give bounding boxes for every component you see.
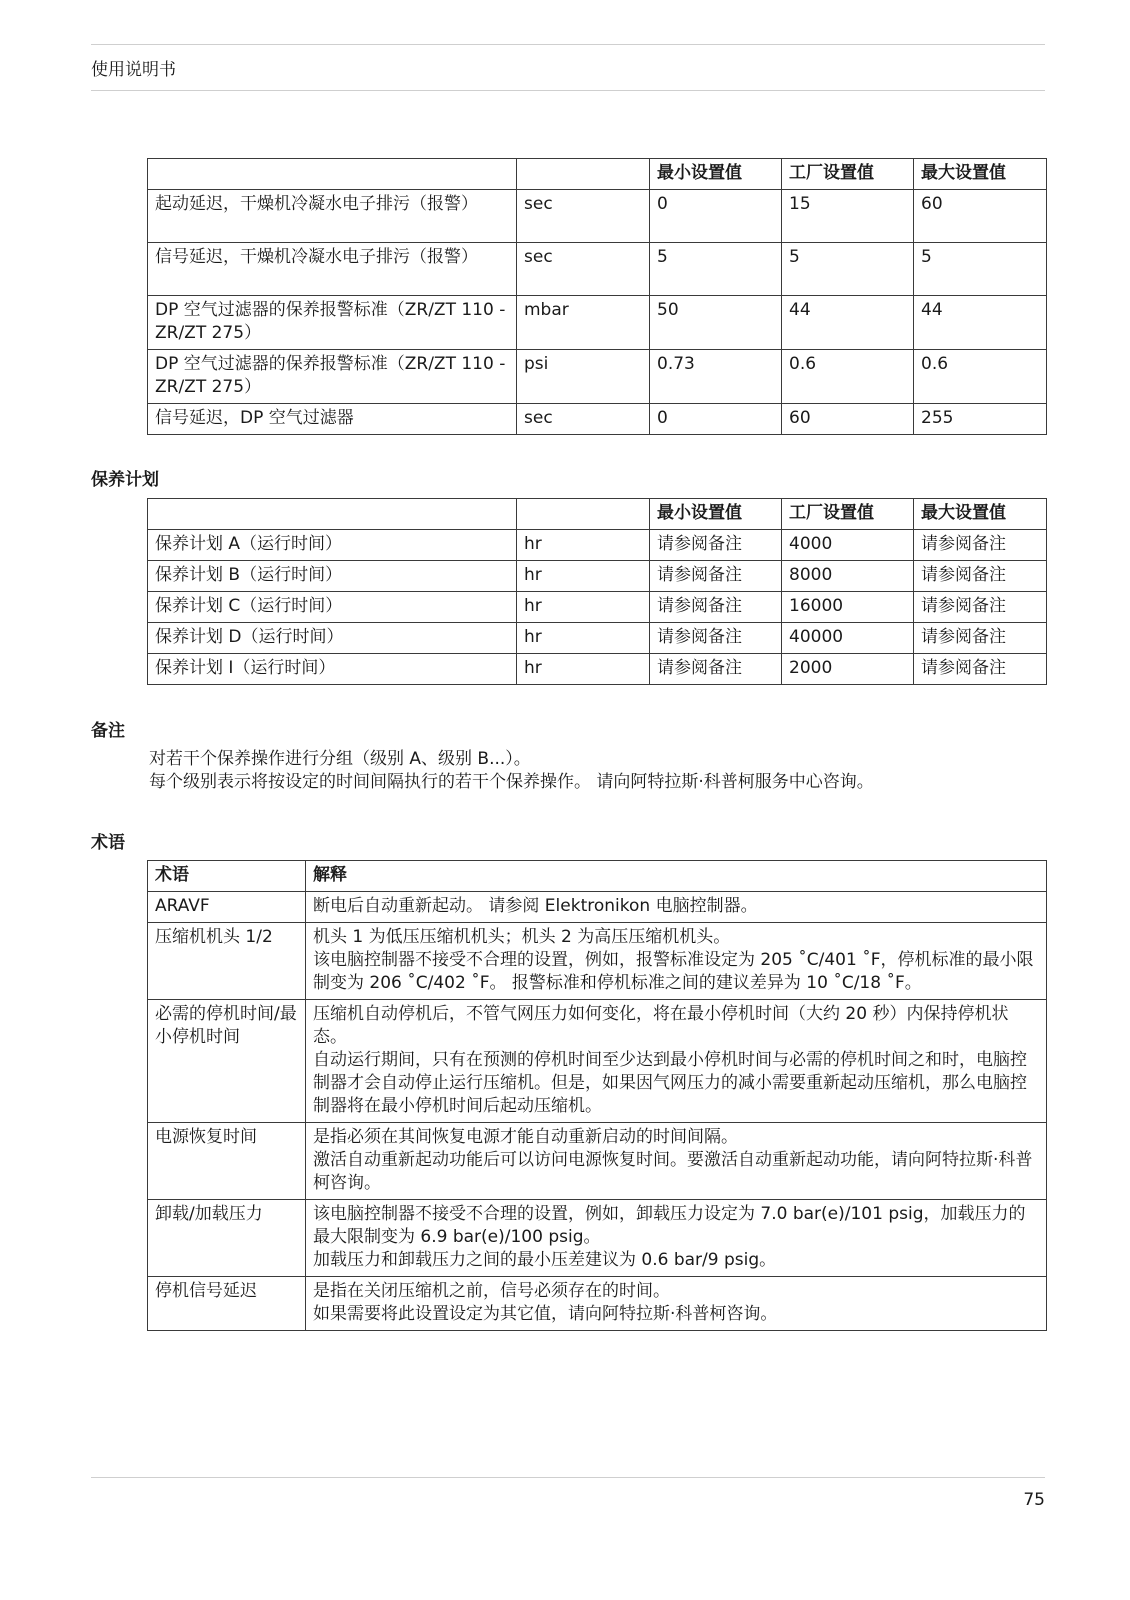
row-factory: 16000 (782, 592, 914, 623)
row-min: 0 (650, 404, 782, 435)
explanation-paragraph: 是指在关闭压缩机之前，信号必须存在的时间。 (313, 1281, 670, 1301)
row-factory: 0.6 (782, 350, 914, 404)
table-row (148, 892, 1047, 923)
section-title-terms: 术语 (91, 833, 125, 853)
explanation-cell (306, 892, 1047, 923)
explanation-paragraph: 是指必须在其间恢复电源才能自动重新启动的时间间隔。 (313, 1127, 738, 1147)
row-max: 请参阅备注 (914, 530, 1047, 561)
table-header-row (148, 159, 1047, 190)
table-row (148, 561, 1047, 592)
row-max: 请参阅备注 (914, 654, 1047, 685)
table-row (148, 654, 1047, 685)
footer-divider (91, 1477, 1045, 1478)
row-unit: hr (517, 623, 650, 654)
table-row (148, 623, 1047, 654)
explanation-paragraph: 该电脑控制器不接受不合理的设置，例如，报警标准设定为 205 ˚C/401 ˚F，停机标准的最小限制变为 206 ˚C/402 ˚F。 报警标准和停机标准之间的建议差异为 10 ˚C/18 ˚F。 (313, 950, 1034, 993)
explanation-cell (306, 923, 1047, 1000)
row-unit: psi (517, 350, 650, 404)
table-row (148, 1123, 1047, 1200)
explanation-paragraph: 加载压力和卸载压力之间的最小压差建议为 0.6 bar/9 psig。 (313, 1250, 777, 1270)
explanation-paragraph: 压缩机自动停机后，不管气网压力如何变化，将在最小停机时间（大约 20 秒）内保持停机状态。 (313, 1004, 1009, 1047)
row-min: 0 (650, 190, 782, 243)
explanation-paragraph: 如果需要将此设置设定为其它值，请向阿特拉斯·科普柯咨询。 (313, 1304, 778, 1324)
row-label: 保养计划 A（运行时间） (148, 530, 517, 561)
row-min: 5 (650, 243, 782, 296)
table-row (148, 243, 1047, 296)
row-label: DP 空气过滤器的保养报警标准（ZR/ZT 110 - ZR/ZT 275） (148, 296, 517, 350)
table-row (148, 592, 1047, 623)
header-cell-unit (517, 499, 650, 530)
notes-line: 对若干个保养操作进行分组（级别 A、级别 B...）。 (149, 749, 531, 769)
row-factory: 8000 (782, 561, 914, 592)
row-max: 255 (914, 404, 1047, 435)
document-header-title: 使用说明书 (91, 60, 176, 80)
table-header-row (148, 499, 1047, 530)
row-max: 请参阅备注 (914, 592, 1047, 623)
table-row (148, 1000, 1047, 1123)
row-min: 请参阅备注 (650, 561, 782, 592)
term-cell: 必需的停机时间/最小停机时间 (148, 1000, 306, 1123)
table-row (148, 923, 1047, 1000)
row-label: 保养计划 B（运行时间） (148, 561, 517, 592)
explanation-paragraph: 自动运行期间，只有在预测的停机时间至少达到最小停机时间与必需的停机时间之和时，电脑控制器才会自动停止运行压缩机。但是，如果因气网压力的减小需要重新起动压缩机，那么电脑控制器将在最小停机时间后起动压缩机。 (313, 1050, 1027, 1116)
table-row (148, 1277, 1047, 1331)
row-label: 保养计划 C（运行时间） (148, 592, 517, 623)
explanation-paragraph: 断电后自动重新起动。 请参阅 Elektronikon 电脑控制器。 (313, 896, 758, 916)
term-cell: 压缩机机头 1/2 (148, 923, 306, 1000)
table-row (148, 190, 1047, 243)
row-min: 请参阅备注 (650, 530, 782, 561)
row-unit: hr (517, 530, 650, 561)
row-unit: hr (517, 654, 650, 685)
row-factory: 44 (782, 296, 914, 350)
table-row (148, 350, 1047, 404)
notes-paragraph (149, 748, 874, 794)
header-cell-max: 最大设置值 (914, 159, 1047, 190)
section-title-notes: 备注 (91, 721, 125, 741)
header-cell-min: 最小设置值 (650, 499, 782, 530)
row-unit: hr (517, 592, 650, 623)
table-row (148, 404, 1047, 435)
row-unit: hr (517, 561, 650, 592)
row-label: 保养计划 D（运行时间） (148, 623, 517, 654)
page-number: 75 (1023, 1490, 1045, 1510)
header-rule (91, 44, 1045, 45)
table-header-row (148, 861, 1047, 892)
row-max: 0.6 (914, 350, 1047, 404)
row-max: 请参阅备注 (914, 623, 1047, 654)
explanation-cell (306, 1200, 1047, 1277)
row-max: 60 (914, 190, 1047, 243)
header-cell-factory: 工厂设置值 (782, 499, 914, 530)
term-cell: 电源恢复时间 (148, 1123, 306, 1200)
header-cell-term: 术语 (148, 861, 306, 892)
row-label: 保养计划 I（运行时间） (148, 654, 517, 685)
row-min: 请参阅备注 (650, 592, 782, 623)
explanation-paragraph: 该电脑控制器不接受不合理的设置，例如，卸载压力设定为 7.0 bar(e)/101 psig，加载压力的最大限制变为 6.9 bar(e)/100 psig。 (313, 1204, 1026, 1247)
header-cell-unit (517, 159, 650, 190)
header-cell-explanation: 解释 (306, 861, 1047, 892)
explanation-cell (306, 1277, 1047, 1331)
row-factory: 40000 (782, 623, 914, 654)
row-max: 请参阅备注 (914, 561, 1047, 592)
term-cell: 卸载/加载压力 (148, 1200, 306, 1277)
row-label: 起动延迟，干燥机冷凝水电子排污（报警） (148, 190, 517, 243)
explanation-paragraph: 激活自动重新起动功能后可以访问电源恢复时间。要激活自动重新起动功能，请向阿特拉斯·科普柯咨询。 (313, 1150, 1033, 1193)
row-max: 5 (914, 243, 1047, 296)
section-title-maintenance: 保养计划 (91, 470, 159, 490)
parameter-settings-table (147, 158, 1047, 435)
table-row (148, 296, 1047, 350)
row-label: 信号延迟，干燥机冷凝水电子排污（报警） (148, 243, 517, 296)
header-divider (91, 90, 1045, 91)
row-factory: 5 (782, 243, 914, 296)
header-cell-max: 最大设置值 (914, 499, 1047, 530)
row-max: 44 (914, 296, 1047, 350)
row-label: DP 空气过滤器的保养报警标准（ZR/ZT 110 - ZR/ZT 275） (148, 350, 517, 404)
maintenance-plan-table (147, 498, 1047, 685)
row-min: 50 (650, 296, 782, 350)
row-min: 0.73 (650, 350, 782, 404)
row-unit: mbar (517, 296, 650, 350)
row-factory: 4000 (782, 530, 914, 561)
notes-line: 每个级别表示将按设定的时间间隔执行的若干个保养操作。 请向阿特拉斯·科普柯服务中心咨询。 (149, 772, 874, 792)
row-factory: 15 (782, 190, 914, 243)
row-unit: sec (517, 404, 650, 435)
header-cell-label (148, 499, 517, 530)
header-cell-factory: 工厂设置值 (782, 159, 914, 190)
row-unit: sec (517, 243, 650, 296)
table-row (148, 1200, 1047, 1277)
header-cell-min: 最小设置值 (650, 159, 782, 190)
row-label: 信号延迟，DP 空气过滤器 (148, 404, 517, 435)
header-cell-label (148, 159, 517, 190)
row-factory: 60 (782, 404, 914, 435)
row-unit: sec (517, 190, 650, 243)
term-cell: 停机信号延迟 (148, 1277, 306, 1331)
explanation-cell (306, 1123, 1047, 1200)
explanation-paragraph: 机头 1 为低压压缩机机头；机头 2 为高压压缩机机头。 (313, 927, 731, 947)
row-factory: 2000 (782, 654, 914, 685)
explanation-cell (306, 1000, 1047, 1123)
table-row (148, 530, 1047, 561)
term-cell: ARAVF (148, 892, 306, 923)
terminology-table (147, 860, 1047, 1331)
row-min: 请参阅备注 (650, 654, 782, 685)
row-min: 请参阅备注 (650, 623, 782, 654)
